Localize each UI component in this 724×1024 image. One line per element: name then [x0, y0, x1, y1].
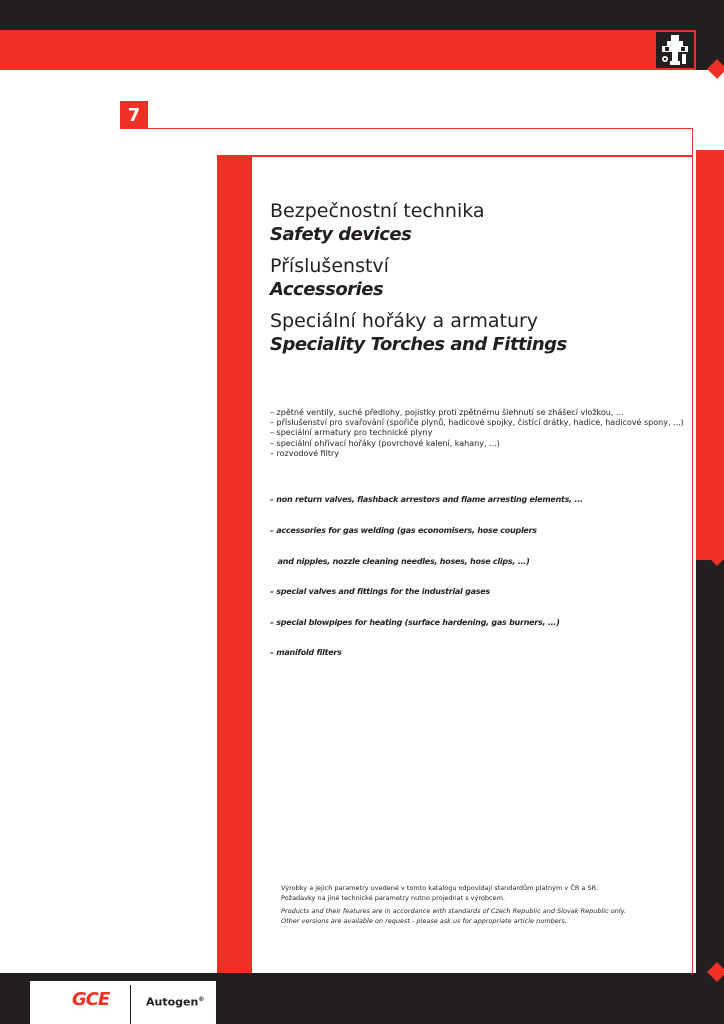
registered-mark: ®: [198, 996, 205, 1003]
gas-fitting-icon: [656, 32, 694, 68]
chapter-number-badge: 7: [120, 101, 148, 129]
product-list-cz: [270, 408, 684, 459]
list-item: – speciální armatury pro technické plyny: [270, 428, 433, 438]
top-red-band: [0, 30, 724, 70]
heading-en: Accessories: [270, 279, 384, 300]
list-item: – manifold filters: [270, 648, 342, 658]
list-item: and nipples, nozzle cleaning needles, hoses, hose clips, ...): [270, 556, 530, 566]
right-dark-column: [696, 560, 724, 973]
left-red-stripe: [217, 155, 252, 973]
frame-top-line: [120, 128, 693, 129]
list-item: – accessories for gas welding (gas economisers, hose couplers: [270, 526, 537, 536]
logo-divider: [130, 985, 131, 1024]
heading-cz: Příslušenství: [270, 255, 389, 277]
heading-en: Speciality Torches and Fittings: [270, 334, 567, 355]
list-item: – zpětné ventily, suché předlohy, pojistky proti zpětnému šlehnutí se zhášecí vložkou, ...: [270, 408, 624, 417]
standards-note: [281, 883, 626, 926]
gce-logo: GCE: [72, 989, 110, 1010]
note-cz-line: Výrobky a jejich parametry uvedené v tomto katalogu odpovídají standardům platným v ČR a SR.: [281, 884, 598, 892]
content-top-line: [217, 155, 693, 157]
list-item: – special valves and fittings for the industrial gases: [270, 587, 490, 597]
note-en-line: Products and their features are in accordance with standards of Czech Republic and Slovak Republic only.: [281, 907, 627, 915]
heading-cz: Bezpečnostní technika: [270, 200, 485, 222]
top-dark-band: [0, 0, 724, 30]
heading-group-torches: [270, 309, 567, 357]
heading-group-safety: [270, 199, 485, 247]
list-item: – non return valves, flashback arrestors and flame arresting elements, ...: [270, 495, 583, 505]
list-item: – special blowpipes for heating (surface hardening, gas burners, ...): [270, 617, 560, 627]
note-en-line: Other versions are available on request - please ask us for appropriate article numbers.: [281, 917, 567, 925]
frame-right-line: [692, 128, 693, 973]
list-item: – speciální ohřívací hořáky (povrchové kalení, kahany, ...): [270, 438, 500, 448]
heading-en: Safety devices: [270, 224, 412, 245]
list-item: – příslušenství pro svařování (spořiče plynů, hadicové spojky, čistící drátky, hadice, hadicové spony, ...): [270, 418, 684, 428]
list-item: – rozvodové filtry: [270, 448, 339, 458]
heading-cz: Speciální hořáky a armatury: [270, 310, 539, 332]
autogen-logo-text: Autogen: [146, 995, 199, 1009]
product-list-en: [270, 475, 583, 669]
heading-group-accessories: [270, 254, 389, 302]
note-cz-line: Požadavky na jiné technické parametry nutno projednat s výrobcem.: [281, 894, 505, 902]
right-red-column: [696, 150, 724, 560]
autogen-logo: [146, 992, 204, 1008]
